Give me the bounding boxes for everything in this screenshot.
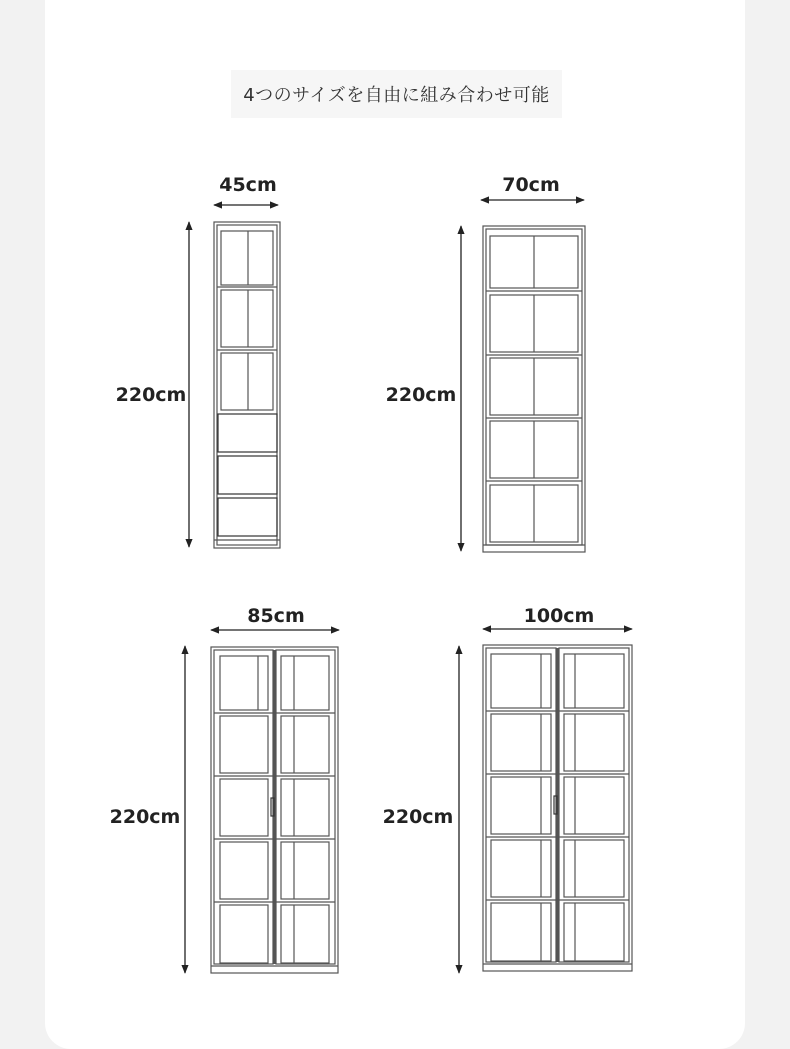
width-label-45: 45cm: [219, 174, 277, 196]
shelf-70-body: [483, 226, 585, 552]
shelf-70cm: [386, 174, 585, 552]
height-label-45: 220cm: [115, 384, 187, 406]
shelf-100cm: [383, 605, 632, 973]
width-label-85: 85cm: [247, 605, 305, 627]
shelf-45cm: [116, 174, 280, 548]
height-label-85: 220cm: [109, 806, 181, 828]
width-label-70: 70cm: [502, 174, 560, 196]
shelf-85-body: [211, 647, 338, 973]
headline-text: 4つのサイズを自由に組み合わせ可能: [243, 85, 550, 106]
shelf-100-body: [483, 645, 632, 971]
shelf-85cm: [110, 605, 339, 973]
width-label-100: 100cm: [523, 605, 595, 627]
shelf-45-body: [214, 222, 280, 548]
height-label-100: 220cm: [382, 806, 454, 828]
height-label-70: 220cm: [385, 384, 457, 406]
